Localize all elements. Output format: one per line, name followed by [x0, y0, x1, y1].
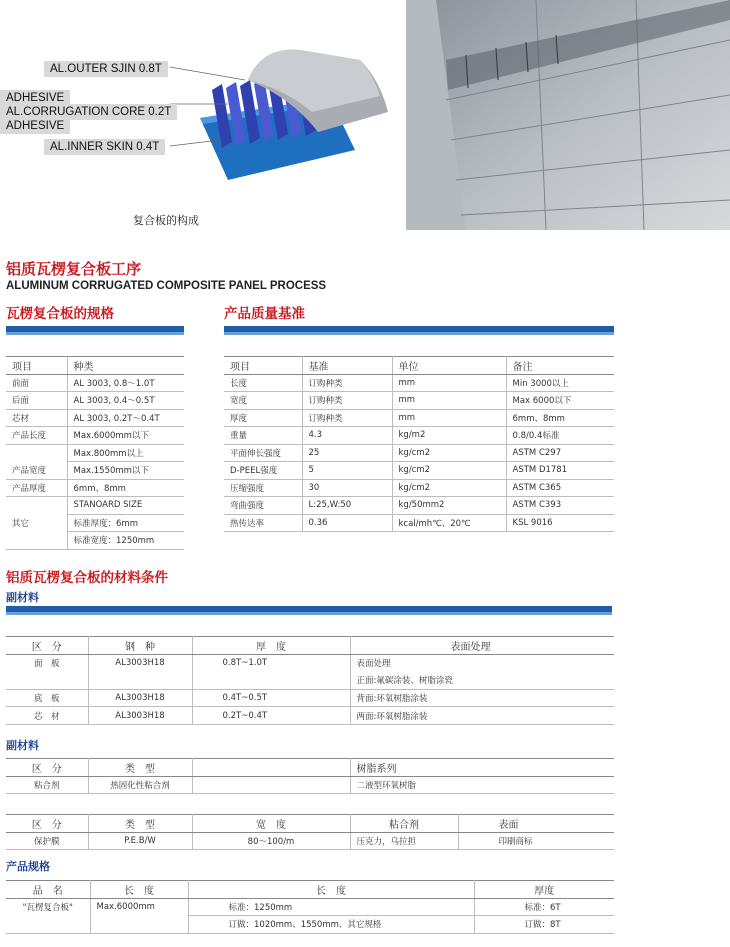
table-row: 保护膜 P.E.B/W 80～100/m 压克力，乌拉担 印刷商标 [6, 832, 614, 850]
table-row: 正面:氟碳涂装、树脂涂瓷 [6, 672, 614, 690]
film-table [6, 814, 614, 850]
table-row: "瓦楞复合板" Max.6000mm 标准：1250mm 标准：6T [6, 898, 614, 916]
product-spec-table [6, 880, 614, 934]
table-row: 产品宽度 Max.1550mm以下 [6, 462, 184, 480]
product-header-row: 品 名 长 度 长 度 厚度 [6, 881, 614, 899]
table-row: 面 板 AL3003H18 0.8T~1.0T 表面处理 [6, 654, 614, 672]
material-table [6, 636, 614, 725]
spec-heading-bar [6, 326, 184, 335]
label-adhesive-top: ADHESIVE [0, 90, 70, 106]
spec-header-row [6, 357, 184, 375]
spec-header-item: 项目 [6, 357, 67, 375]
spec-heading: 瓦楞复合板的规格 [6, 306, 114, 322]
table-row: 热传达率 0.36 kcal/mh℃、20℃ KSL 9016 [224, 514, 614, 532]
process-title-en: ALUMINUM CORRUGATED COMPOSITE PANEL PROCESS [6, 280, 327, 292]
spec-header-type: 种类 [67, 357, 184, 375]
materials-sub3: 产品规格 [6, 860, 50, 873]
table-row: 宽度 订购种类 mm Max 6000以下 [224, 392, 614, 410]
table-row: 芯材 AL 3003, 0.2T～0.4T [6, 409, 184, 427]
quality-table [224, 356, 614, 532]
table-row: 标准宽度：1250mm [6, 532, 184, 550]
table-row: 平面伸长强度 25 kg/cm2 ASTM C297 [224, 444, 614, 462]
materials-heading: 铝质瓦楞复合板的材料条件 [6, 570, 168, 586]
table-row: D-PEEL强度 5 kg/cm2 ASTM D1781 [224, 462, 614, 480]
materials-bar [6, 606, 612, 615]
table-row: 弯曲强度 L:25,W:50 kg/50mm2 ASTM C393 [224, 497, 614, 515]
label-adhesive-bottom: ADHESIVE [0, 118, 70, 134]
diagram-caption: 复合板的构成 [133, 214, 199, 227]
adhesive-header-row: 区 分 类 型 树脂系列 [6, 759, 614, 777]
table-row: 订做：1020mm、1550mm、其它规格 订做：8T [6, 916, 614, 934]
label-corrugation-core: AL.CORRUGATION CORE 0.2T [0, 104, 177, 120]
building-facade-photo [406, 0, 730, 230]
process-title-cn: 铝质瓦楞复合板工序 [6, 260, 142, 278]
materials-sub1: 副材料 [6, 591, 39, 604]
film-header-row: 区 分 类 型 宽 度 粘合剂 表面 [6, 815, 614, 833]
table-row: Max.800mm以上 [6, 444, 184, 462]
table-row: 重量 4.3 kg/m2 0.8/0.4标准 [224, 427, 614, 445]
table-row: 粘合剂 热固化性粘合剂 二液型环氧树脂 [6, 776, 614, 794]
table-row: 前面 AL 3003, 0.8～1.0T [6, 374, 184, 392]
quality-heading: 产品质量基准 [224, 306, 305, 322]
table-row: 后面 AL 3003, 0.4～0.5T [6, 392, 184, 410]
adhesive-table [6, 758, 614, 794]
label-outer-skin: AL.OUTER SJIN 0.8T [44, 61, 168, 77]
label-inner-skin: AL.INNER SKIN 0.4T [44, 139, 165, 155]
table-row: 厚度 订购种类 mm 6mm、8mm [224, 409, 614, 427]
table-row: 芯 材 AL3003H18 0.2T~0.4T 两面:环氧树脂涂装 [6, 707, 614, 725]
table-row: 长度 订购种类 mm Min 3000以上 [224, 374, 614, 392]
table-row: 产品长度 Max.6000mm以下 [6, 427, 184, 445]
table-row: 底 板 AL3003H18 0.4T~0.5T 背面:环氧树脂涂装 [6, 689, 614, 707]
spec-table [6, 356, 184, 550]
materials-sub2: 副材料 [6, 739, 39, 752]
material-header-row: 区 分 钢 种 厚 度 表面处理 [6, 637, 614, 655]
table-row: 其它 标准厚度：6mm [6, 514, 184, 532]
table-row: 压缩强度 30 kg/cm2 ASTM C365 [224, 479, 614, 497]
table-row: STANOARD SIZE [6, 497, 184, 515]
quality-heading-bar [224, 326, 614, 335]
quality-header-row: 项目 基准 单位 备注 [224, 357, 614, 375]
table-row: 产品厚度 6mm、8mm [6, 479, 184, 497]
